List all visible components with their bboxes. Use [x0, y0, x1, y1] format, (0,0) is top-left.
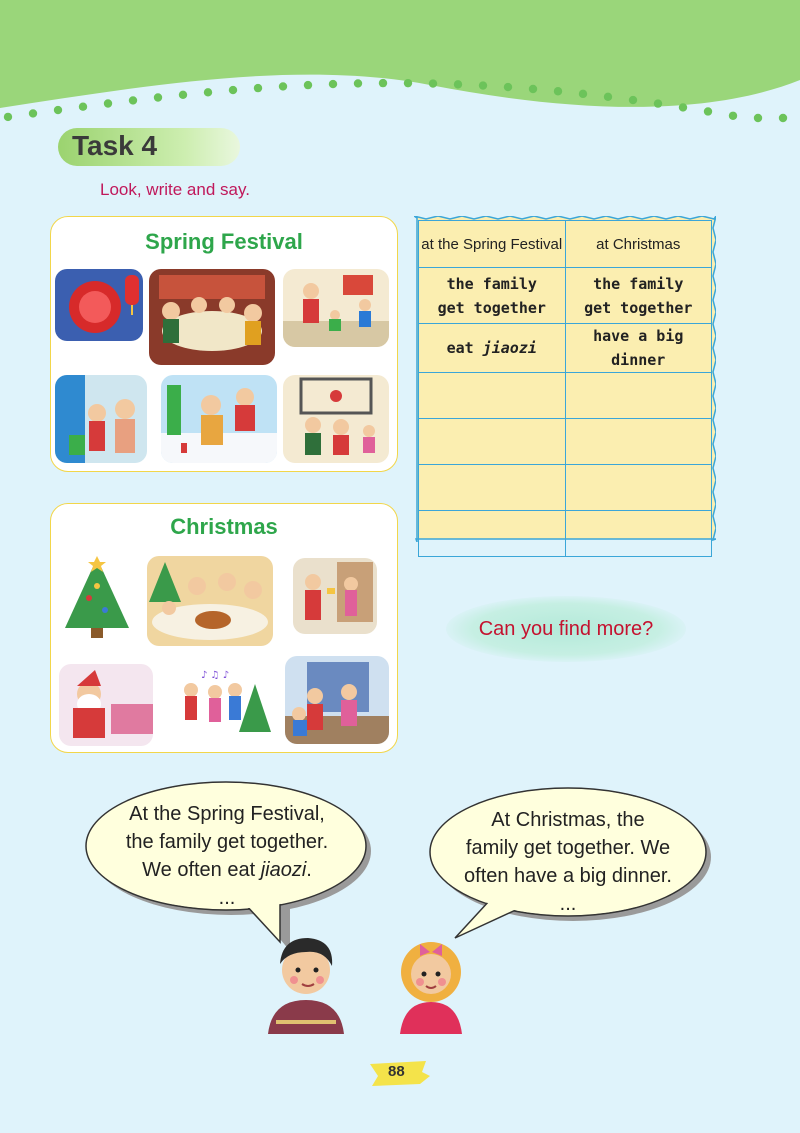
decor-dot [629, 96, 637, 104]
christmas-tree-picture [57, 552, 137, 642]
children-greeting-grandma-picture [283, 269, 389, 347]
decor-dot [604, 93, 612, 101]
speech-line: ... [218, 887, 236, 909]
header-christmas: at Christmas [565, 221, 712, 268]
opening-door-gift-picture [293, 558, 377, 634]
welcoming-guests-picture [285, 656, 389, 744]
speech-line: At Christmas, the [491, 809, 645, 831]
decor-dot [679, 103, 687, 111]
decor-dot [404, 79, 412, 87]
decor-dot [429, 79, 437, 87]
page-number: 88 [388, 1063, 405, 1080]
carol-singing-children-picture [171, 666, 271, 746]
decor-dot [354, 79, 362, 87]
girl-speech-text [440, 806, 696, 918]
decor-dot [479, 81, 487, 89]
speech-line: At the Spring Festival, [129, 803, 325, 825]
table-row-empty [419, 373, 712, 419]
cell-line: the family [446, 274, 537, 293]
decor-dot [329, 80, 337, 88]
svg-text:♪ ♫ ♪: ♪ ♫ ♪ [201, 670, 230, 681]
task-title: Task 4 [72, 130, 158, 161]
cell-christmas-family [565, 268, 712, 324]
decor-dot [554, 87, 562, 95]
visiting-grandparents-picture [55, 375, 147, 463]
speech-line: often have a big dinner. [464, 865, 672, 887]
blank-cell[interactable] [419, 419, 566, 465]
decor-dot [54, 106, 62, 114]
family-visit-lattice-picture [283, 375, 389, 463]
decor-dot [104, 99, 112, 107]
decor-dot [704, 107, 712, 115]
firecrackers-snow-picture [161, 375, 277, 463]
decor-dot [304, 81, 312, 89]
decor-dot [179, 91, 187, 99]
cell-line: get together [584, 298, 693, 317]
blank-cell[interactable] [565, 511, 712, 557]
decor-dot [154, 93, 162, 101]
decor-dot [379, 79, 387, 87]
decor-dot [254, 84, 262, 92]
decor-dot [729, 112, 737, 120]
boy-speech-text [96, 800, 358, 912]
decor-dot [79, 103, 87, 111]
decor-dot [654, 99, 662, 107]
cell-spring-food [419, 324, 566, 373]
cell-text: eat [446, 339, 483, 357]
christmas-dinner-picture [147, 556, 273, 646]
comparison-table [418, 220, 712, 557]
speech-italic-word: jiaozi [260, 859, 307, 881]
find-more-prompt: Can you find more? [446, 596, 686, 662]
decor-dot [129, 96, 137, 104]
decor-dot [29, 109, 37, 117]
table-row [419, 324, 712, 373]
cell-line: get together [437, 298, 546, 317]
comparison-table-frame [414, 216, 716, 542]
table-row-empty [419, 419, 712, 465]
table-row-empty [419, 465, 712, 511]
top-decorative-band [0, 0, 800, 140]
decor-dot [204, 88, 212, 96]
table-header-row [419, 221, 712, 268]
speech-line [96, 856, 358, 884]
table-row [419, 268, 712, 324]
cell-christmas-food: have a big dinner [565, 324, 712, 373]
christmas-title: Christmas [170, 514, 278, 539]
blank-cell[interactable] [419, 511, 566, 557]
cell-spring-family [419, 268, 566, 324]
family-dinner-picture [149, 269, 275, 365]
girl-character [394, 930, 468, 1034]
spring-festival-panel [50, 216, 398, 472]
cell-italic-word: jiaozi [482, 339, 537, 357]
decor-dot [229, 86, 237, 94]
speech-line: ... [559, 893, 577, 915]
table-row-empty [419, 511, 712, 557]
decor-dot [454, 80, 462, 88]
blank-cell[interactable] [419, 373, 566, 419]
paper-cut-lantern-picture [55, 269, 143, 341]
speech-line: the family get together. [125, 831, 329, 853]
santa-claus-picture [59, 664, 153, 746]
speech-line: family get together. We [465, 837, 671, 859]
speech-fragment: We often eat [142, 859, 261, 881]
decor-dot [4, 113, 12, 121]
decor-dot [529, 85, 537, 93]
decor-dot [579, 90, 587, 98]
blank-cell[interactable] [419, 465, 566, 511]
blank-cell[interactable] [565, 419, 712, 465]
cell-line: the family [593, 274, 684, 293]
speech-fragment: . [306, 859, 312, 881]
decor-dot [504, 83, 512, 91]
christmas-panel [50, 503, 398, 753]
blank-cell[interactable] [565, 465, 712, 511]
spring-festival-title: Spring Festival [145, 229, 303, 254]
decor-dot [754, 114, 762, 122]
decor-dot [279, 82, 287, 90]
boy-character [258, 930, 354, 1034]
decor-dot [779, 114, 787, 122]
header-spring-festival: at the Spring Festival [419, 221, 566, 268]
blank-cell[interactable] [565, 373, 712, 419]
instruction-text: Look, write and say. [100, 180, 250, 199]
